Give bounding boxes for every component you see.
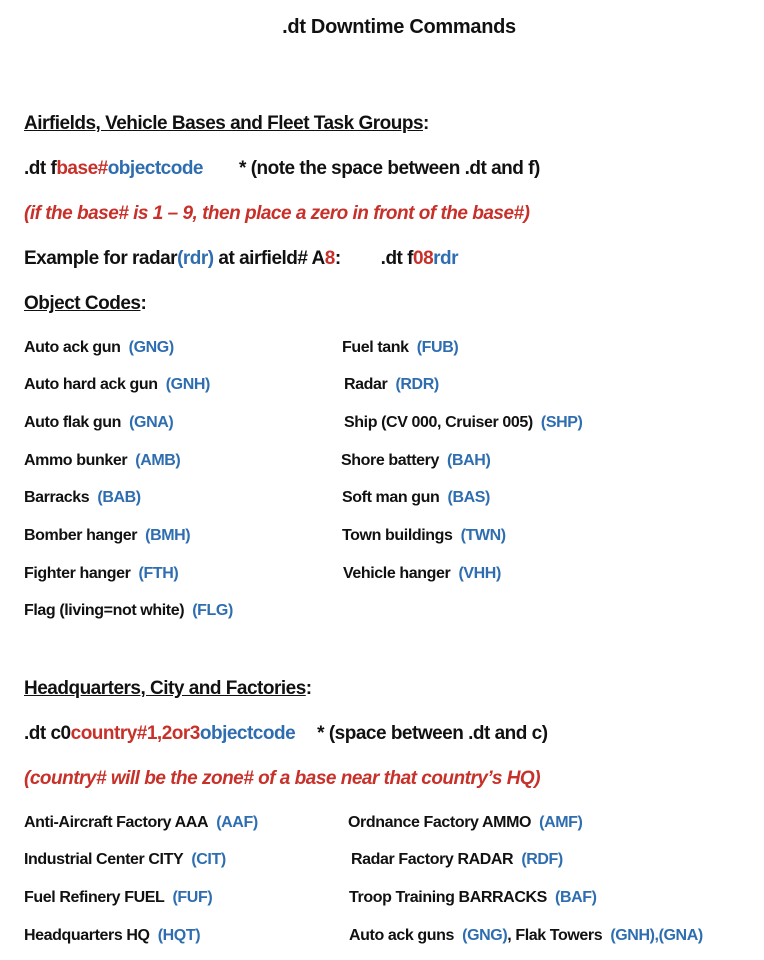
object-label: Barracks <box>24 489 90 506</box>
object-label: , Flak Towers <box>507 927 603 944</box>
syntax-prefix: .dt f <box>24 158 57 179</box>
heading-colon: : <box>423 113 429 134</box>
object-code: (CIT) <box>191 851 226 868</box>
object-code-item <box>24 526 190 546</box>
object-label: Fuel tank <box>342 339 409 356</box>
syntax-note: * (note the space between .dt and f) <box>239 158 540 179</box>
object-code: (FUF) <box>172 889 213 906</box>
object-code-item <box>24 413 173 433</box>
object-label: Fighter hanger <box>24 565 131 582</box>
object-label: Auto hard ack gun <box>24 376 158 393</box>
example-text: Example for radar <box>24 248 178 269</box>
object-code-item <box>344 375 439 395</box>
object-label: Vehicle hanger <box>343 565 451 582</box>
object-code: (GNG) <box>128 339 174 356</box>
object-code-item <box>343 564 501 584</box>
object-code: (AMB) <box>135 452 181 469</box>
heading-colon: : <box>140 293 147 314</box>
object-label: Troop Training BARRACKS <box>349 889 547 906</box>
object-code-item <box>24 375 210 395</box>
page-title: .dt Downtime Commands <box>282 16 516 38</box>
object-code: (SHP) <box>540 414 583 431</box>
object-code: (VHH) <box>458 565 501 582</box>
object-code-item <box>24 926 200 946</box>
example-code: (rdr) <box>177 248 214 269</box>
object-label: Flag (living=not white) <box>24 602 185 619</box>
example-cmd-code: rdr <box>433 248 459 269</box>
heading-colon: : <box>305 678 312 699</box>
object-code-item <box>344 413 582 433</box>
object-label: Anti-Aircraft Factory AAA <box>24 814 209 831</box>
object-code: (BAB) <box>97 489 141 506</box>
object-code-item <box>342 526 506 546</box>
object-code: (BAF) <box>555 889 597 906</box>
object-code: (AAF) <box>216 814 258 831</box>
object-label: Auto ack gun <box>24 339 121 356</box>
object-code: (GNH) <box>165 376 210 393</box>
object-code-item <box>351 850 563 870</box>
object-code: (GNG) <box>462 927 508 944</box>
object-label: Auto flak gun <box>24 414 122 431</box>
object-code: (GNA) <box>129 414 174 431</box>
object-code-item <box>24 488 141 508</box>
object-code-item <box>342 338 458 358</box>
object-label: Bomber hanger <box>24 527 138 544</box>
object-label: Ordnance Factory AMMO <box>348 814 532 831</box>
object-label: Ship (CV 000, Cruiser 005) <box>344 414 533 431</box>
syntax-note: * (space between .dt and c) <box>317 723 548 744</box>
syntax-code: objectcode <box>199 723 296 744</box>
object-code: (FLG) <box>192 602 233 619</box>
object-code: (FUB) <box>416 339 459 356</box>
object-label: Radar <box>344 376 388 393</box>
object-code: (AMF) <box>539 814 583 831</box>
object-label: Auto ack guns <box>349 927 455 944</box>
object-label: Radar Factory RADAR <box>351 851 514 868</box>
object-code-item <box>24 813 258 833</box>
example-colon: : <box>334 248 341 269</box>
object-codes-heading <box>24 294 146 314</box>
heading-text: Object Codes <box>24 293 141 314</box>
object-code: (HQT) <box>157 927 201 944</box>
object-code-item <box>349 888 597 908</box>
heading-text: Airfields, Vehicle Bases and Fleet Task Groups <box>24 113 424 134</box>
hq-syntax <box>24 724 548 744</box>
object-code: (TWN) <box>460 527 506 544</box>
syntax-base: base# <box>56 158 108 179</box>
airfield-syntax <box>24 159 540 179</box>
object-code: (GNH),(GNA) <box>610 927 703 944</box>
object-code-item <box>342 488 490 508</box>
object-code-item <box>348 813 582 833</box>
object-label: Headquarters HQ <box>24 927 150 944</box>
section-heading-airfields <box>24 114 429 134</box>
object-code: (RDF) <box>521 851 563 868</box>
syntax-prefix: .dt c0 <box>24 723 71 744</box>
syntax-country: country#1,2or3 <box>70 723 200 744</box>
object-code-item <box>24 338 174 358</box>
object-code-item <box>349 926 703 946</box>
object-code: (BAS) <box>447 489 490 506</box>
object-code-item <box>24 451 180 471</box>
airfield-note: (if the base# is 1 – 9, then place a zero in front of the base#) <box>24 203 530 224</box>
example-cmd-prefix: .dt f <box>380 248 413 269</box>
section-heading-hq <box>24 679 312 699</box>
object-label: Industrial Center CITY <box>24 851 184 868</box>
object-label: Shore battery <box>341 452 439 469</box>
object-code: (FTH) <box>138 565 179 582</box>
object-label: Town buildings <box>342 527 453 544</box>
example-cmd-num: 08 <box>413 248 434 269</box>
object-code-item <box>24 888 212 908</box>
object-code: (RDR) <box>395 376 439 393</box>
object-label: Ammo bunker <box>24 452 128 469</box>
heading-text: Headquarters, City and Factories <box>24 678 306 699</box>
object-code-item <box>24 601 233 621</box>
object-code-item <box>24 564 178 584</box>
example-text: at airfield# A <box>213 248 325 269</box>
object-label: Fuel Refinery FUEL <box>24 889 165 906</box>
object-label: Soft man gun <box>342 489 440 506</box>
object-code: (BAH) <box>447 452 491 469</box>
object-code: (BMH) <box>145 527 191 544</box>
hq-note: (country# will be the zone# of a base near that country’s HQ) <box>24 768 541 789</box>
airfield-example <box>24 249 458 269</box>
object-code-item <box>24 850 226 870</box>
example-num: 8 <box>324 248 335 269</box>
object-code-item <box>341 451 490 471</box>
syntax-code: objectcode <box>107 158 204 179</box>
